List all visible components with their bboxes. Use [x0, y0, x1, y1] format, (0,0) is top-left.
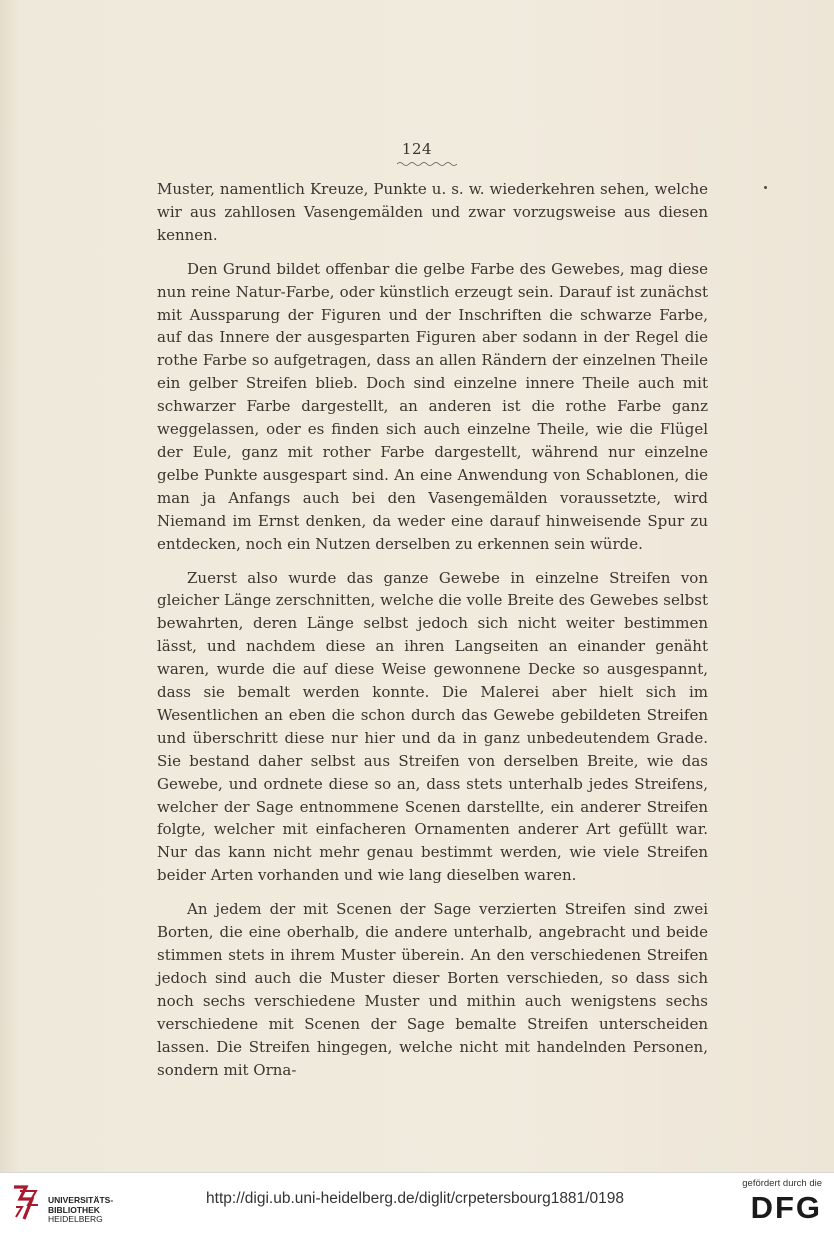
paragraph-4: An jedem der mit Scenen der Sage verzierten Streifen sind zwei Borten, die eine oberhalb, die andere unterhalb, angebracht und beide stimmen stets in ihrem Muster überein. An den verschiedenen Streifen jedoch sind auch die Muster dieser Borten verschieden, so dass sich noch sechs verschiedene Muster und mithin auch wenigstens sechs verschiedene mit Scenen der Sage bemalte Streifen unterscheiden lassen. Die Streifen hingegen, welche nicht mit handelnden Personen, sondern mit Orna-	[157, 900, 708, 1079]
paragraph-3: Zuerst also wurde das ganze Gewebe in einzelne Streifen von gleicher Länge zerschnitten, welche die volle Breite des Gewebes selbst bewahrten, deren Länge selbst jedoch sich nicht weiter bestimmen lässt, und nachdem diese an ihren Langseiten an einander genäht waren, wurde die auf diese Weise gewonnene Decke so ausgespannt, dass sie bemalt werden konnte. Die Malerei aber hielt sich im Wesentlichen an eben die schon durch das Gewebe gebildeten Streifen und überschritt diese nur hier und da in ganz unbedeutendem Grade. Sie bestand daher selbst aus Streifen von derselben Breite, wie das Gewebe, und ordnete diese so an, dass stets unterhalb jedes Streifens, welcher der Sage entnommene Scenen darstellte, ein anderer Streifen folgte, welcher mit einfacheren Ornamenten anderer Art gefüllt war. Nur das kann nicht mehr genau bestimmt werden, wie viele Streifen beider Arten vorhanden und wie lang dieselben waren.	[157, 568, 708, 885]
paragraph-1: Muster, namentlich Kreuze, Punkte u. s. w. wiederkehren sehen, welche wir aus zahllosen Vasengemälden und zwar vorzugsweise aus diesen kennen.	[157, 180, 708, 244]
library-name-line3: HEIDELBERG	[48, 1214, 103, 1225]
library-name-line1: UNIVERSITÄTS-	[48, 1195, 114, 1205]
library-name	[48, 1196, 113, 1225]
library-name-line2: BIBLIOTHEK	[48, 1204, 100, 1215]
dfg-logo-text: DFG	[750, 1190, 822, 1225]
library-emblem-icon	[10, 1183, 42, 1223]
page-number: 124	[401, 140, 433, 158]
body-text	[157, 178, 708, 1081]
paper-speck	[764, 186, 767, 189]
library-logo[interactable]	[10, 1183, 160, 1227]
page-number-ornament	[397, 161, 457, 167]
footer-bar	[0, 1172, 834, 1234]
permalink-url[interactable]: http://digi.ub.uni-heidelberg.de/diglit/crpetersbourg1881/0198	[206, 1190, 624, 1207]
dfg-caption: gefördert durch die	[742, 1178, 822, 1189]
paragraph-2: Den Grund bildet offenbar die gelbe Farbe des Gewebes, mag diese nun reine Natur-Farbe, oder künstlich erzeugt sein. Darauf ist zunächst mit Aussparung der Figuren und der Inschriften die schwarze Farbe, auf das Innere der ausgesparten Figuren aber sodann in der Regel die rothe Farbe so aufgetragen, dass an allen Rändern der einzelnen Theile ein gelber Streifen blieb. Doch sind einzelne innere Theile auch mit schwarzer Farbe dargestellt, an anderen ist die rothe Farbe ganz weggelassen, oder es finden sich auch einzelne Theile, wie die Flügel der Eule, ganz mit rother Farbe dargestellt, während nur einzelne gelbe Punkte ausgespart sind. An eine Anwendung von Schablonen, die man ja Anfangs auch bei den Vasengemälden voraussetzte, wird Niemand im Ernst denken, da weder eine darauf hinweisende Spur zu entdecken, noch ein Nutzen derselben zu erkennen sein würde.	[157, 259, 708, 553]
dfg-funding-logo[interactable]	[736, 1178, 822, 1230]
